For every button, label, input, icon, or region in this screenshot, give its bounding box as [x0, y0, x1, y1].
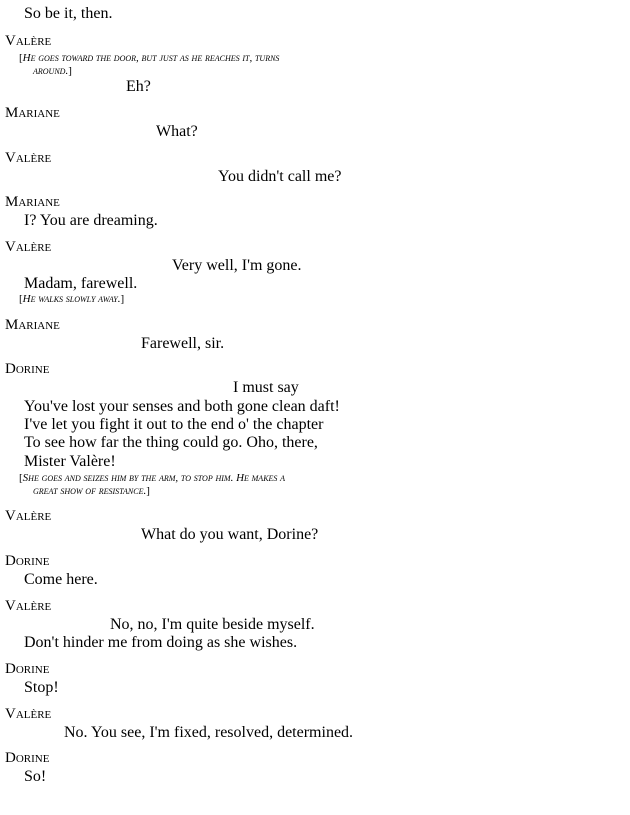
speaker-name: Valère	[5, 508, 52, 524]
speaker-name: Dorine	[5, 661, 50, 677]
speaker-name: Dorine	[5, 750, 50, 766]
stage-direction-continued: great show of resistance.]	[33, 485, 150, 497]
verse-line: Very well, I'm gone.	[172, 257, 302, 274]
verse-line: Stop!	[24, 679, 59, 696]
verse-line: You didn't call me?	[218, 168, 342, 185]
verse-line: You've lost your senses and both gone clean daft!	[24, 398, 340, 415]
verse-line: I must say	[233, 379, 299, 396]
verse-line: Farewell, sir.	[141, 335, 225, 352]
verse-line: So!	[24, 768, 47, 785]
verse-line: What?	[156, 123, 198, 140]
stage-direction-text: He goes toward the door, but just as he reaches it, turns	[22, 52, 280, 64]
verse-line: So be it, then.	[24, 5, 113, 22]
stage-direction-text: She goes and seizes him by the arm, to stop him. He makes a	[22, 472, 286, 484]
verse-line: Don't hinder me from doing as she wishes.	[24, 634, 298, 651]
verse-line: No. You see, I'm fixed, resolved, determined.	[64, 724, 354, 741]
speaker-name: Dorine	[5, 361, 50, 377]
stage-direction-text: He walks slowly away.	[22, 293, 121, 305]
verse-line: Madam, farewell.	[24, 275, 138, 292]
verse-line: No, no, I'm quite beside myself.	[110, 616, 315, 633]
verse-line: I? You are dreaming.	[24, 212, 158, 229]
speaker-name: Valère	[5, 239, 52, 255]
verse-line: Come here.	[24, 571, 98, 588]
speaker-name: Mariane	[5, 317, 60, 333]
speaker-name: Mariane	[5, 194, 60, 210]
verse-line: To see how far the thing could go. Oho, there,	[24, 434, 318, 451]
stage-direction-text: great show of resistance.	[33, 485, 147, 497]
speaker-name: Mariane	[5, 105, 60, 121]
speaker-name: Valère	[5, 706, 52, 722]
stage-direction: [He walks slowly away.]	[19, 293, 125, 305]
verse-line: Eh?	[126, 78, 151, 95]
stage-direction: [She goes and seizes him by the arm, to stop him. He makes a	[19, 472, 286, 484]
verse-line: Mister Valère!	[24, 453, 116, 470]
speaker-name: Valère	[5, 33, 52, 49]
verse-line: I've let you fight it out to the end o' the chapter	[24, 416, 324, 433]
speaker-name: Valère	[5, 150, 52, 166]
speaker-name: Valère	[5, 598, 52, 614]
stage-direction-continued: around.]	[33, 65, 72, 77]
stage-direction-text: around.	[33, 65, 69, 77]
verse-line: What do you want, Dorine?	[141, 526, 319, 543]
stage-direction: [He goes toward the door, but just as he reaches it, turns	[19, 52, 280, 64]
speaker-name: Dorine	[5, 553, 50, 569]
